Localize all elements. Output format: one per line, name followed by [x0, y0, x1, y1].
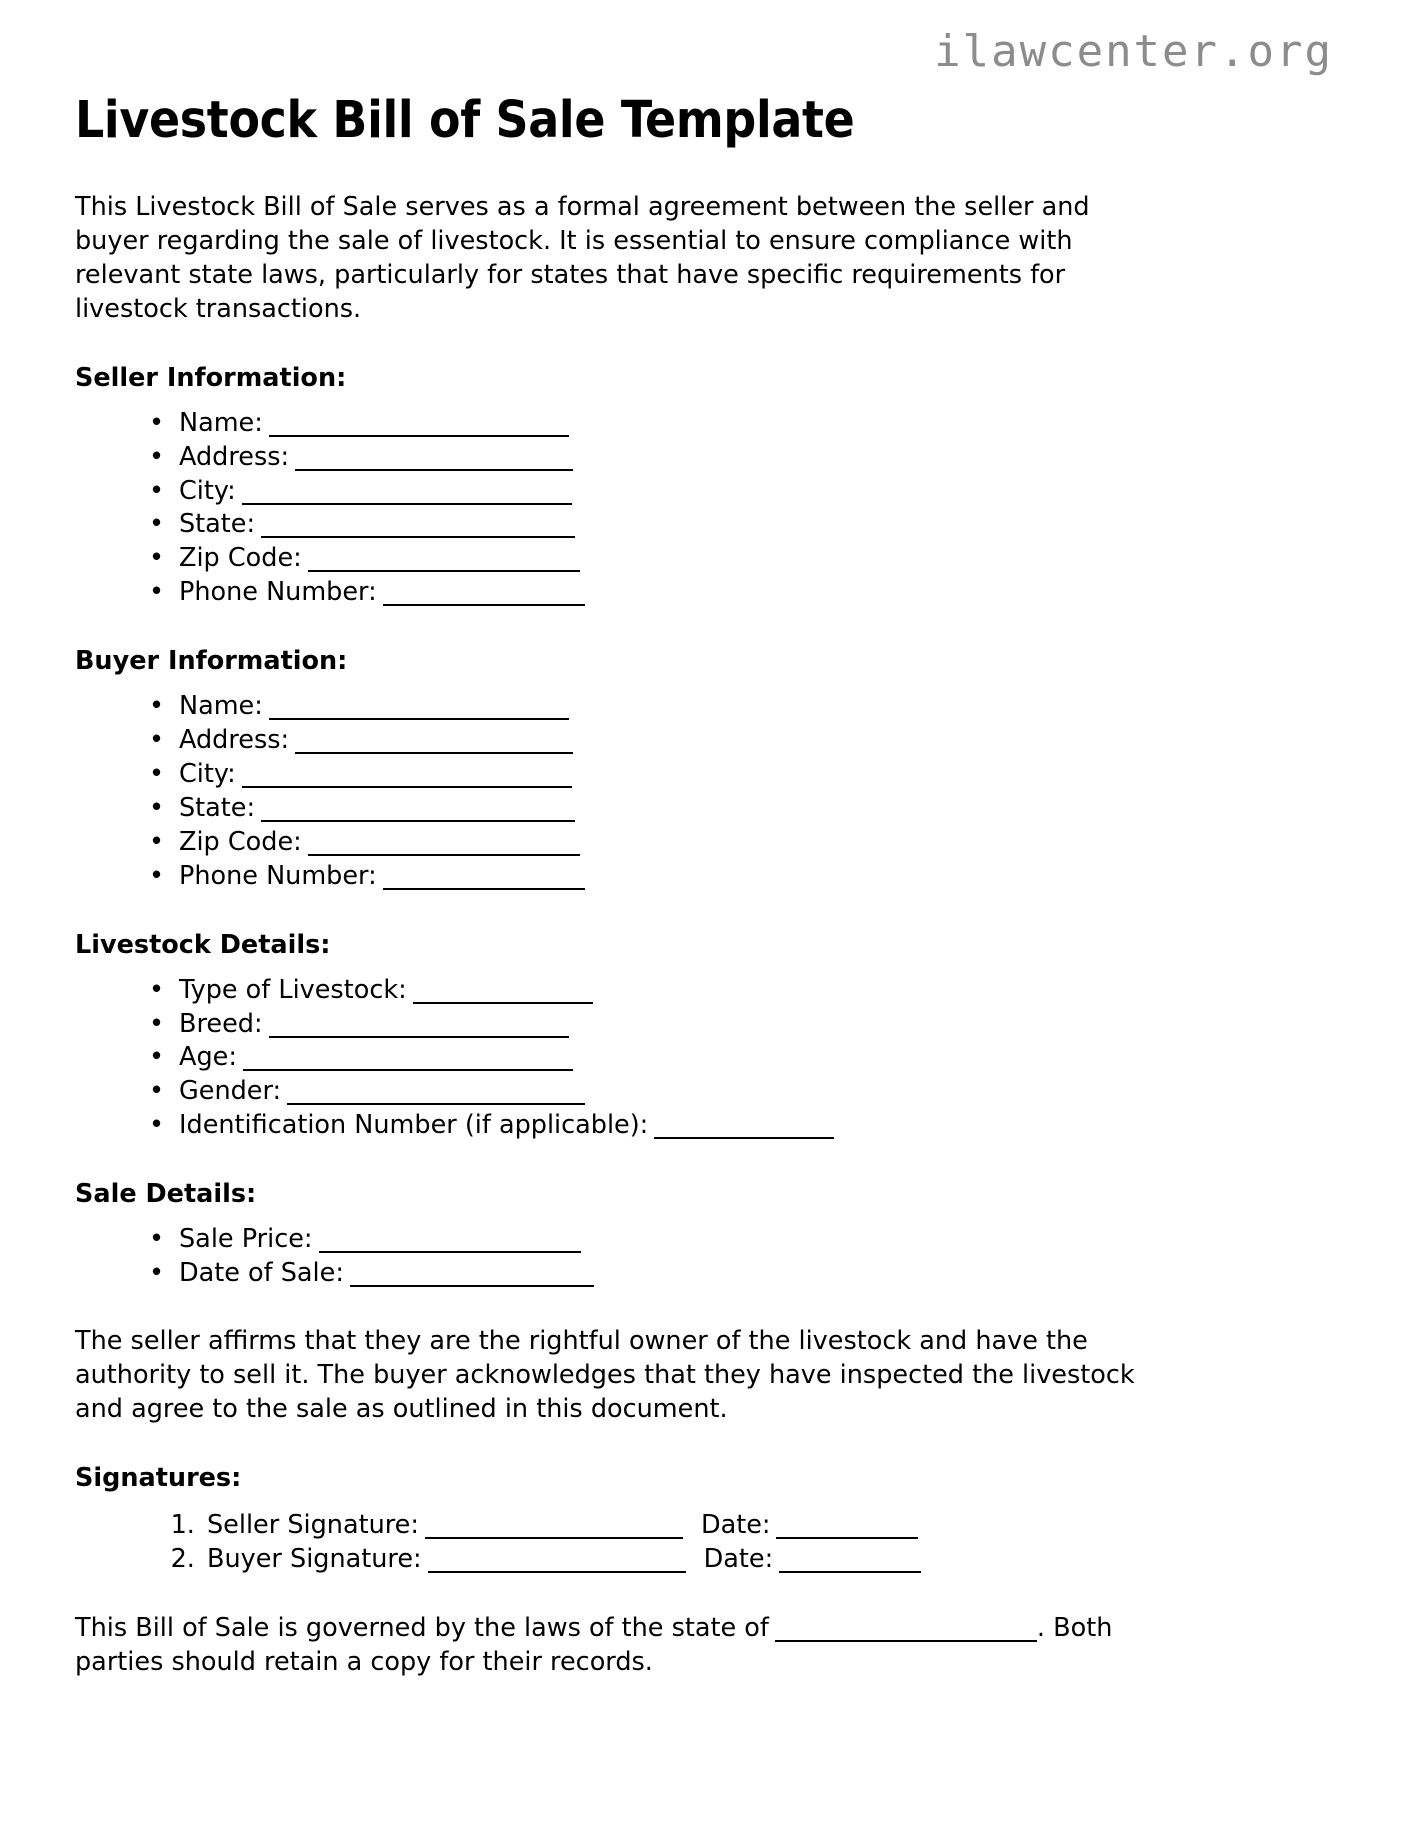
- site-watermark: ilawcenter.org: [934, 26, 1333, 77]
- intro-paragraph: This Livestock Bill of Sale serves as a formal agreement between the seller and buyer regarding the sale of livestock. It is essential to ensure compliance with relevant state laws, particularly for states that have specific requirements for livestock transactions.: [75, 192, 1090, 324]
- field-label: Gender:: [179, 1076, 282, 1107]
- field-blank-input[interactable]: [261, 536, 575, 538]
- seller-information-fields: [75, 393, 1333, 610]
- field-label: Phone Number:: [179, 860, 377, 891]
- field-label: Address:: [179, 725, 290, 756]
- date-label: Date:: [703, 1543, 774, 1574]
- field-blank-input[interactable]: [383, 888, 585, 890]
- page-title: Livestock Bill of Sale Template: [75, 91, 855, 150]
- field-label: Name:: [179, 407, 263, 438]
- date-blank-input[interactable]: [779, 1571, 921, 1573]
- field-blank-input[interactable]: [242, 503, 572, 505]
- seller-information-heading: Seller Information:: [75, 362, 347, 393]
- sale-details-fields: [75, 1209, 1333, 1291]
- field-blank-input[interactable]: [350, 1285, 594, 1287]
- field-blank-input[interactable]: [243, 1069, 573, 1071]
- governing-law-paragraph: [75, 1576, 1170, 1680]
- field-item: [179, 407, 1333, 441]
- field-label: Name:: [179, 691, 263, 722]
- date-blank-input[interactable]: [776, 1537, 918, 1539]
- governing-law-text-after: . Both parties should retain a copy for their records.: [75, 1613, 1113, 1678]
- field-item: [179, 758, 1333, 792]
- field-item: [179, 974, 1333, 1008]
- field-blank-input[interactable]: [269, 1036, 569, 1038]
- field-label: Address:: [179, 441, 290, 472]
- field-item: [179, 724, 1333, 758]
- field-item: [179, 1041, 1333, 1075]
- signature-row: [203, 1509, 1333, 1543]
- field-label: Phone Number:: [179, 577, 377, 608]
- field-blank-input[interactable]: [295, 469, 573, 471]
- signature-list: [75, 1493, 1333, 1577]
- livestock-details-fields: [75, 960, 1333, 1144]
- field-label: State:: [179, 509, 256, 540]
- signature-label: Buyer Signature:: [207, 1543, 422, 1574]
- signature-row: [203, 1543, 1333, 1577]
- field-blank-input[interactable]: [287, 1103, 585, 1105]
- field-item: [179, 475, 1333, 509]
- signature-blank-input[interactable]: [428, 1571, 686, 1573]
- field-item: [179, 1109, 1333, 1143]
- date-label: Date:: [700, 1509, 771, 1540]
- field-blank-input[interactable]: [295, 752, 573, 754]
- field-blank-input[interactable]: [269, 435, 569, 437]
- field-blank-input[interactable]: [308, 854, 580, 856]
- field-item: [179, 508, 1333, 542]
- field-item: [179, 542, 1333, 576]
- sale-details-heading: Sale Details:: [75, 1179, 257, 1210]
- field-label: City:: [179, 758, 236, 789]
- field-item: [179, 576, 1333, 610]
- field-item: [179, 1223, 1333, 1257]
- field-label: Zip Code:: [179, 543, 302, 574]
- field-label: Date of Sale:: [179, 1258, 344, 1289]
- field-blank-input[interactable]: [269, 718, 569, 720]
- buyer-information-fields: [75, 676, 1333, 893]
- signature-label: Seller Signature:: [207, 1509, 419, 1540]
- field-blank-input[interactable]: [261, 820, 575, 822]
- signatures-heading: Signatures:: [75, 1462, 242, 1493]
- field-item: [179, 826, 1333, 860]
- field-label: Zip Code:: [179, 826, 302, 857]
- field-label: State:: [179, 792, 256, 823]
- field-blank-input[interactable]: [383, 604, 585, 606]
- field-item: [179, 1257, 1333, 1291]
- field-item: [179, 441, 1333, 475]
- buyer-information-heading: Buyer Information:: [75, 646, 348, 677]
- field-blank-input[interactable]: [319, 1251, 581, 1253]
- field-label: Identification Number (if applicable):: [179, 1110, 649, 1141]
- field-label: Breed:: [179, 1008, 263, 1039]
- livestock-details-heading: Livestock Details:: [75, 929, 331, 960]
- affirmation-paragraph: The seller affirms that they are the rightful owner of the livestock and have the authority to sell it. The buyer acknowledges that they have inspected the livestock and agree to the sale as outlined in this document.: [75, 1325, 1135, 1424]
- field-blank-input[interactable]: [308, 570, 580, 572]
- field-item: [179, 792, 1333, 826]
- field-item: [179, 1008, 1333, 1042]
- field-item: [179, 1075, 1333, 1109]
- field-label: Sale Price:: [179, 1224, 313, 1255]
- field-blank-input[interactable]: [413, 1002, 593, 1004]
- field-blank-input[interactable]: [654, 1137, 834, 1139]
- field-blank-input[interactable]: [242, 786, 572, 788]
- field-label: Type of Livestock:: [179, 974, 407, 1005]
- field-label: Age:: [179, 1042, 237, 1073]
- field-item: [179, 860, 1333, 894]
- governing-state-blank-input[interactable]: [775, 1640, 1037, 1642]
- field-item: [179, 690, 1333, 724]
- governing-law-text-before: This Bill of Sale is governed by the laws of the state of: [75, 1613, 769, 1644]
- field-label: City:: [179, 475, 236, 506]
- signature-blank-input[interactable]: [425, 1537, 683, 1539]
